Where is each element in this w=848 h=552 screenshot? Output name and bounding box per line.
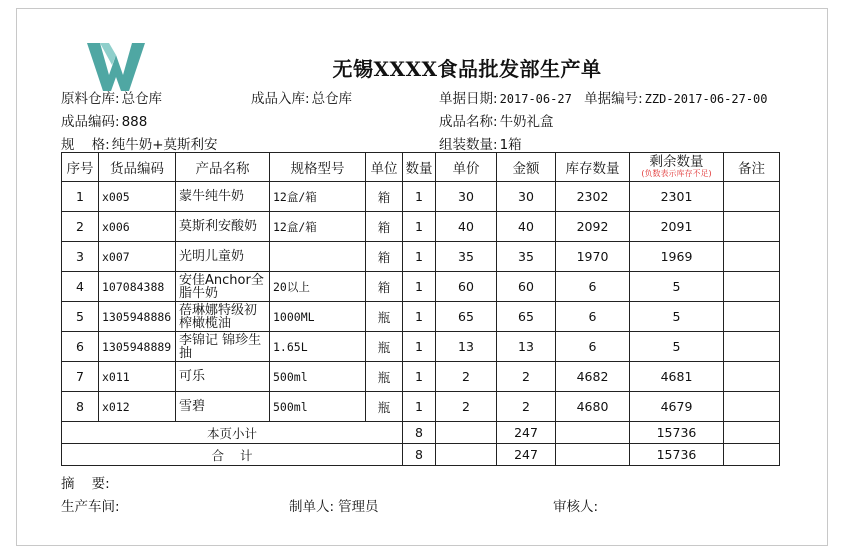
row-stock: 2302 (556, 182, 630, 212)
page-subtotal-note-empty (724, 422, 780, 444)
row-name: 安佳Anchor全脂牛奶 (176, 272, 270, 302)
doc-no-label: 单据编号: (584, 91, 643, 107)
product-code-field (61, 110, 147, 130)
row-name: 莫斯利安酸奶 (176, 212, 270, 242)
row-price: 2 (436, 362, 497, 392)
row-code: x006 (99, 212, 176, 242)
print-page (16, 8, 828, 546)
row-spec: 12盒/箱 (270, 212, 366, 242)
product-name-value: 牛奶礼盒 (499, 114, 554, 130)
row-spec: 1000ML (270, 302, 366, 332)
total-amount: 247 (497, 444, 556, 466)
row-amount: 60 (497, 272, 556, 302)
raw-warehouse-label: 原料仓库: (61, 91, 120, 107)
raw-warehouse-field (61, 87, 162, 107)
row-spec: 500ml (270, 392, 366, 422)
row-amount: 65 (497, 302, 556, 332)
row-note (724, 392, 780, 422)
col-header-stock: 库存数量 (556, 153, 630, 182)
row-price: 65 (436, 302, 497, 332)
row-code: x012 (99, 392, 176, 422)
row-code: 107084388 (99, 272, 176, 302)
spec-label: 规 格: (61, 137, 110, 153)
row-name: 蒙牛纯牛奶 (176, 182, 270, 212)
maker-value: 管理员 (338, 499, 379, 515)
row-note (724, 302, 780, 332)
row-note (724, 182, 780, 212)
row-qty: 1 (403, 272, 436, 302)
row-spec: 12盒/箱 (270, 182, 366, 212)
total-price-empty (436, 444, 497, 466)
page-subtotal-amount: 247 (497, 422, 556, 444)
row-amount: 35 (497, 242, 556, 272)
assembly-qty-field (439, 133, 522, 153)
production-items-table (61, 152, 780, 466)
page-subtotal-price-empty (436, 422, 497, 444)
row-no: 3 (62, 242, 99, 272)
total-stock-empty (556, 444, 630, 466)
row-note (724, 212, 780, 242)
table-header-row (62, 153, 780, 182)
product-code-label: 成品编码: (61, 114, 120, 130)
total-note-empty (724, 444, 780, 466)
row-spec (270, 242, 366, 272)
row-note (724, 332, 780, 362)
row-remain: 4681 (630, 362, 724, 392)
page-subtotal-remain: 15736 (630, 422, 724, 444)
table-row (62, 392, 780, 422)
table-row (62, 242, 780, 272)
col-header-no: 序号 (62, 153, 99, 182)
row-unit: 瓶 (366, 302, 403, 332)
row-stock: 2092 (556, 212, 630, 242)
row-code: 1305948889 (99, 332, 176, 362)
assembly-qty-value: 1箱 (499, 137, 522, 153)
row-no: 1 (62, 182, 99, 212)
row-unit: 瓶 (366, 362, 403, 392)
product-in-label: 成品入库: (251, 91, 310, 107)
row-qty: 1 (403, 392, 436, 422)
row-remain: 4679 (630, 392, 724, 422)
maker-label: 制单人: (289, 499, 335, 515)
row-qty: 1 (403, 212, 436, 242)
row-amount: 2 (497, 362, 556, 392)
row-no: 2 (62, 212, 99, 242)
row-remain: 5 (630, 302, 724, 332)
total-row (62, 444, 780, 466)
product-in-field (251, 87, 352, 107)
row-amount: 30 (497, 182, 556, 212)
table-row (62, 332, 780, 362)
row-no: 8 (62, 392, 99, 422)
row-code: x005 (99, 182, 176, 212)
row-code: x007 (99, 242, 176, 272)
table-row (62, 182, 780, 212)
row-price: 30 (436, 182, 497, 212)
product-name-label: 成品名称: (439, 114, 498, 130)
row-unit: 箱 (366, 182, 403, 212)
row-remain: 5 (630, 272, 724, 302)
row-stock: 6 (556, 272, 630, 302)
row-unit: 瓶 (366, 332, 403, 362)
row-stock: 4682 (556, 362, 630, 392)
row-stock: 4680 (556, 392, 630, 422)
row-price: 60 (436, 272, 497, 302)
row-unit: 箱 (366, 242, 403, 272)
table-row (62, 212, 780, 242)
row-code: x011 (99, 362, 176, 392)
total-remain: 15736 (630, 444, 724, 466)
col-header-note: 备注 (724, 153, 780, 182)
row-code: 1305948886 (99, 302, 176, 332)
row-spec: 20以上 (270, 272, 366, 302)
row-unit: 瓶 (366, 392, 403, 422)
col-header-name: 产品名称 (176, 153, 270, 182)
product-in-value: 总仓库 (311, 91, 353, 107)
workshop-label: 生产车间: (61, 499, 120, 515)
row-spec: 500ml (270, 362, 366, 392)
row-unit: 箱 (366, 212, 403, 242)
doc-no-value: ZZD-2017-06-27-00 (644, 92, 768, 106)
col-header-amount: 金额 (497, 153, 556, 182)
col-header-remain (630, 153, 724, 182)
row-price: 40 (436, 212, 497, 242)
date-docno-field (439, 87, 779, 107)
row-note (724, 272, 780, 302)
col-header-price: 单价 (436, 153, 497, 182)
row-amount: 13 (497, 332, 556, 362)
product-name-field (439, 110, 554, 130)
row-name: 光明儿童奶 (176, 242, 270, 272)
row-remain: 2091 (630, 212, 724, 242)
total-label: 合 计 (62, 444, 403, 466)
page-subtotal-row (62, 422, 780, 444)
col-header-unit: 单位 (366, 153, 403, 182)
document-title: 无锡XXXX食品批发部生产单 (332, 57, 602, 81)
spec-field (61, 133, 218, 153)
date-label: 单据日期: (439, 91, 498, 107)
row-stock: 6 (556, 302, 630, 332)
row-stock: 6 (556, 332, 630, 362)
row-qty: 1 (403, 302, 436, 332)
row-qty: 1 (403, 242, 436, 272)
spec-value: 纯牛奶+莫斯利安 (111, 137, 218, 153)
assembly-qty-label: 组装数量: (439, 137, 498, 153)
row-no: 4 (62, 272, 99, 302)
row-stock: 1970 (556, 242, 630, 272)
row-no: 6 (62, 332, 99, 362)
row-note (724, 242, 780, 272)
date-value: 2017-06-27 (499, 92, 572, 106)
row-note (724, 362, 780, 392)
row-remain: 1969 (630, 242, 724, 272)
row-spec: 1.65L (270, 332, 366, 362)
product-code-value: 888 (121, 114, 148, 130)
page-subtotal-label: 本页小计 (62, 422, 403, 444)
col-header-remain-label: 剩余数量 (649, 154, 704, 170)
remain-negative-note: (负数表示库存不足) (641, 169, 712, 178)
row-remain: 5 (630, 332, 724, 362)
row-name: 蓓琳娜特级初榨橄榄油 (176, 302, 270, 332)
row-qty: 1 (403, 182, 436, 212)
table-row (62, 362, 780, 392)
col-header-spec: 规格型号 (270, 153, 366, 182)
row-no: 5 (62, 302, 99, 332)
row-qty: 1 (403, 362, 436, 392)
summary-label: 摘 要: (61, 476, 110, 492)
row-no: 7 (62, 362, 99, 392)
row-amount: 40 (497, 212, 556, 242)
table-row (62, 302, 780, 332)
maker-field (289, 495, 379, 515)
raw-warehouse-value: 总仓库 (121, 91, 163, 107)
row-remain: 2301 (630, 182, 724, 212)
page-subtotal-qty: 8 (403, 422, 436, 444)
row-unit: 箱 (366, 272, 403, 302)
row-qty: 1 (403, 332, 436, 362)
page-subtotal-stock-empty (556, 422, 630, 444)
row-name: 李锦记 锦珍生抽 (176, 332, 270, 362)
row-amount: 2 (497, 392, 556, 422)
total-qty: 8 (403, 444, 436, 466)
col-header-code: 货品编码 (99, 153, 176, 182)
row-name: 可乐 (176, 362, 270, 392)
row-price: 13 (436, 332, 497, 362)
row-price: 2 (436, 392, 497, 422)
row-price: 35 (436, 242, 497, 272)
row-name: 雪碧 (176, 392, 270, 422)
col-header-qty: 数量 (403, 153, 436, 182)
table-row (62, 272, 780, 302)
reviewer-label: 审核人: (553, 499, 599, 515)
